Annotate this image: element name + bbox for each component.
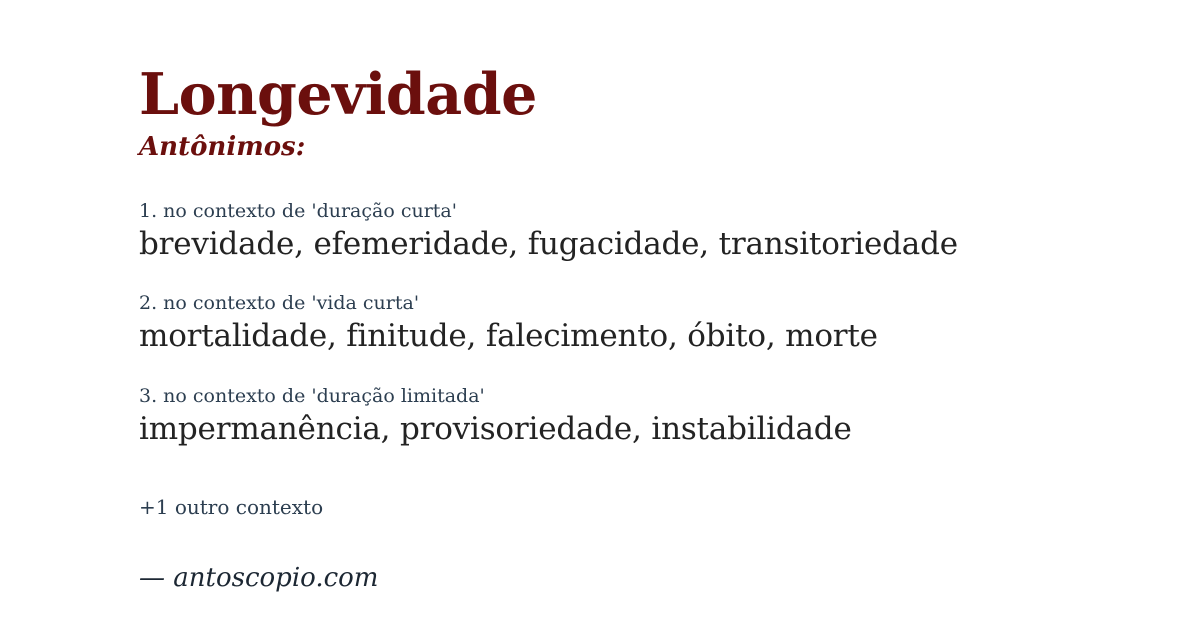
attribution: — antoscopio.com [139,563,379,594]
page-title: Longevidade [139,61,537,128]
antonym-list-2: mortalidade, finitude, falecimento, óbito, morte [139,318,878,355]
context-label-3: 3. no contexto de 'duração limitada' [139,384,485,407]
context-block-1 [139,200,1140,264]
context-block-2 [139,292,1140,356]
context-block-3 [139,385,1140,449]
context-label-2: 2. no contexto de 'vida curta' [139,292,420,315]
antonym-list-1: brevidade, efemeridade, fugacidade, transitoriedade [139,225,958,262]
context-label-1: 1. no contexto de 'duração curta' [139,200,457,222]
more-contexts-note: +1 outro contexto [139,495,324,520]
contexts-list [139,200,1140,449]
antonym-list-3: impermanência, provisoriedade, instabilidade [139,410,852,447]
section-label: Antônimos: [139,132,306,162]
